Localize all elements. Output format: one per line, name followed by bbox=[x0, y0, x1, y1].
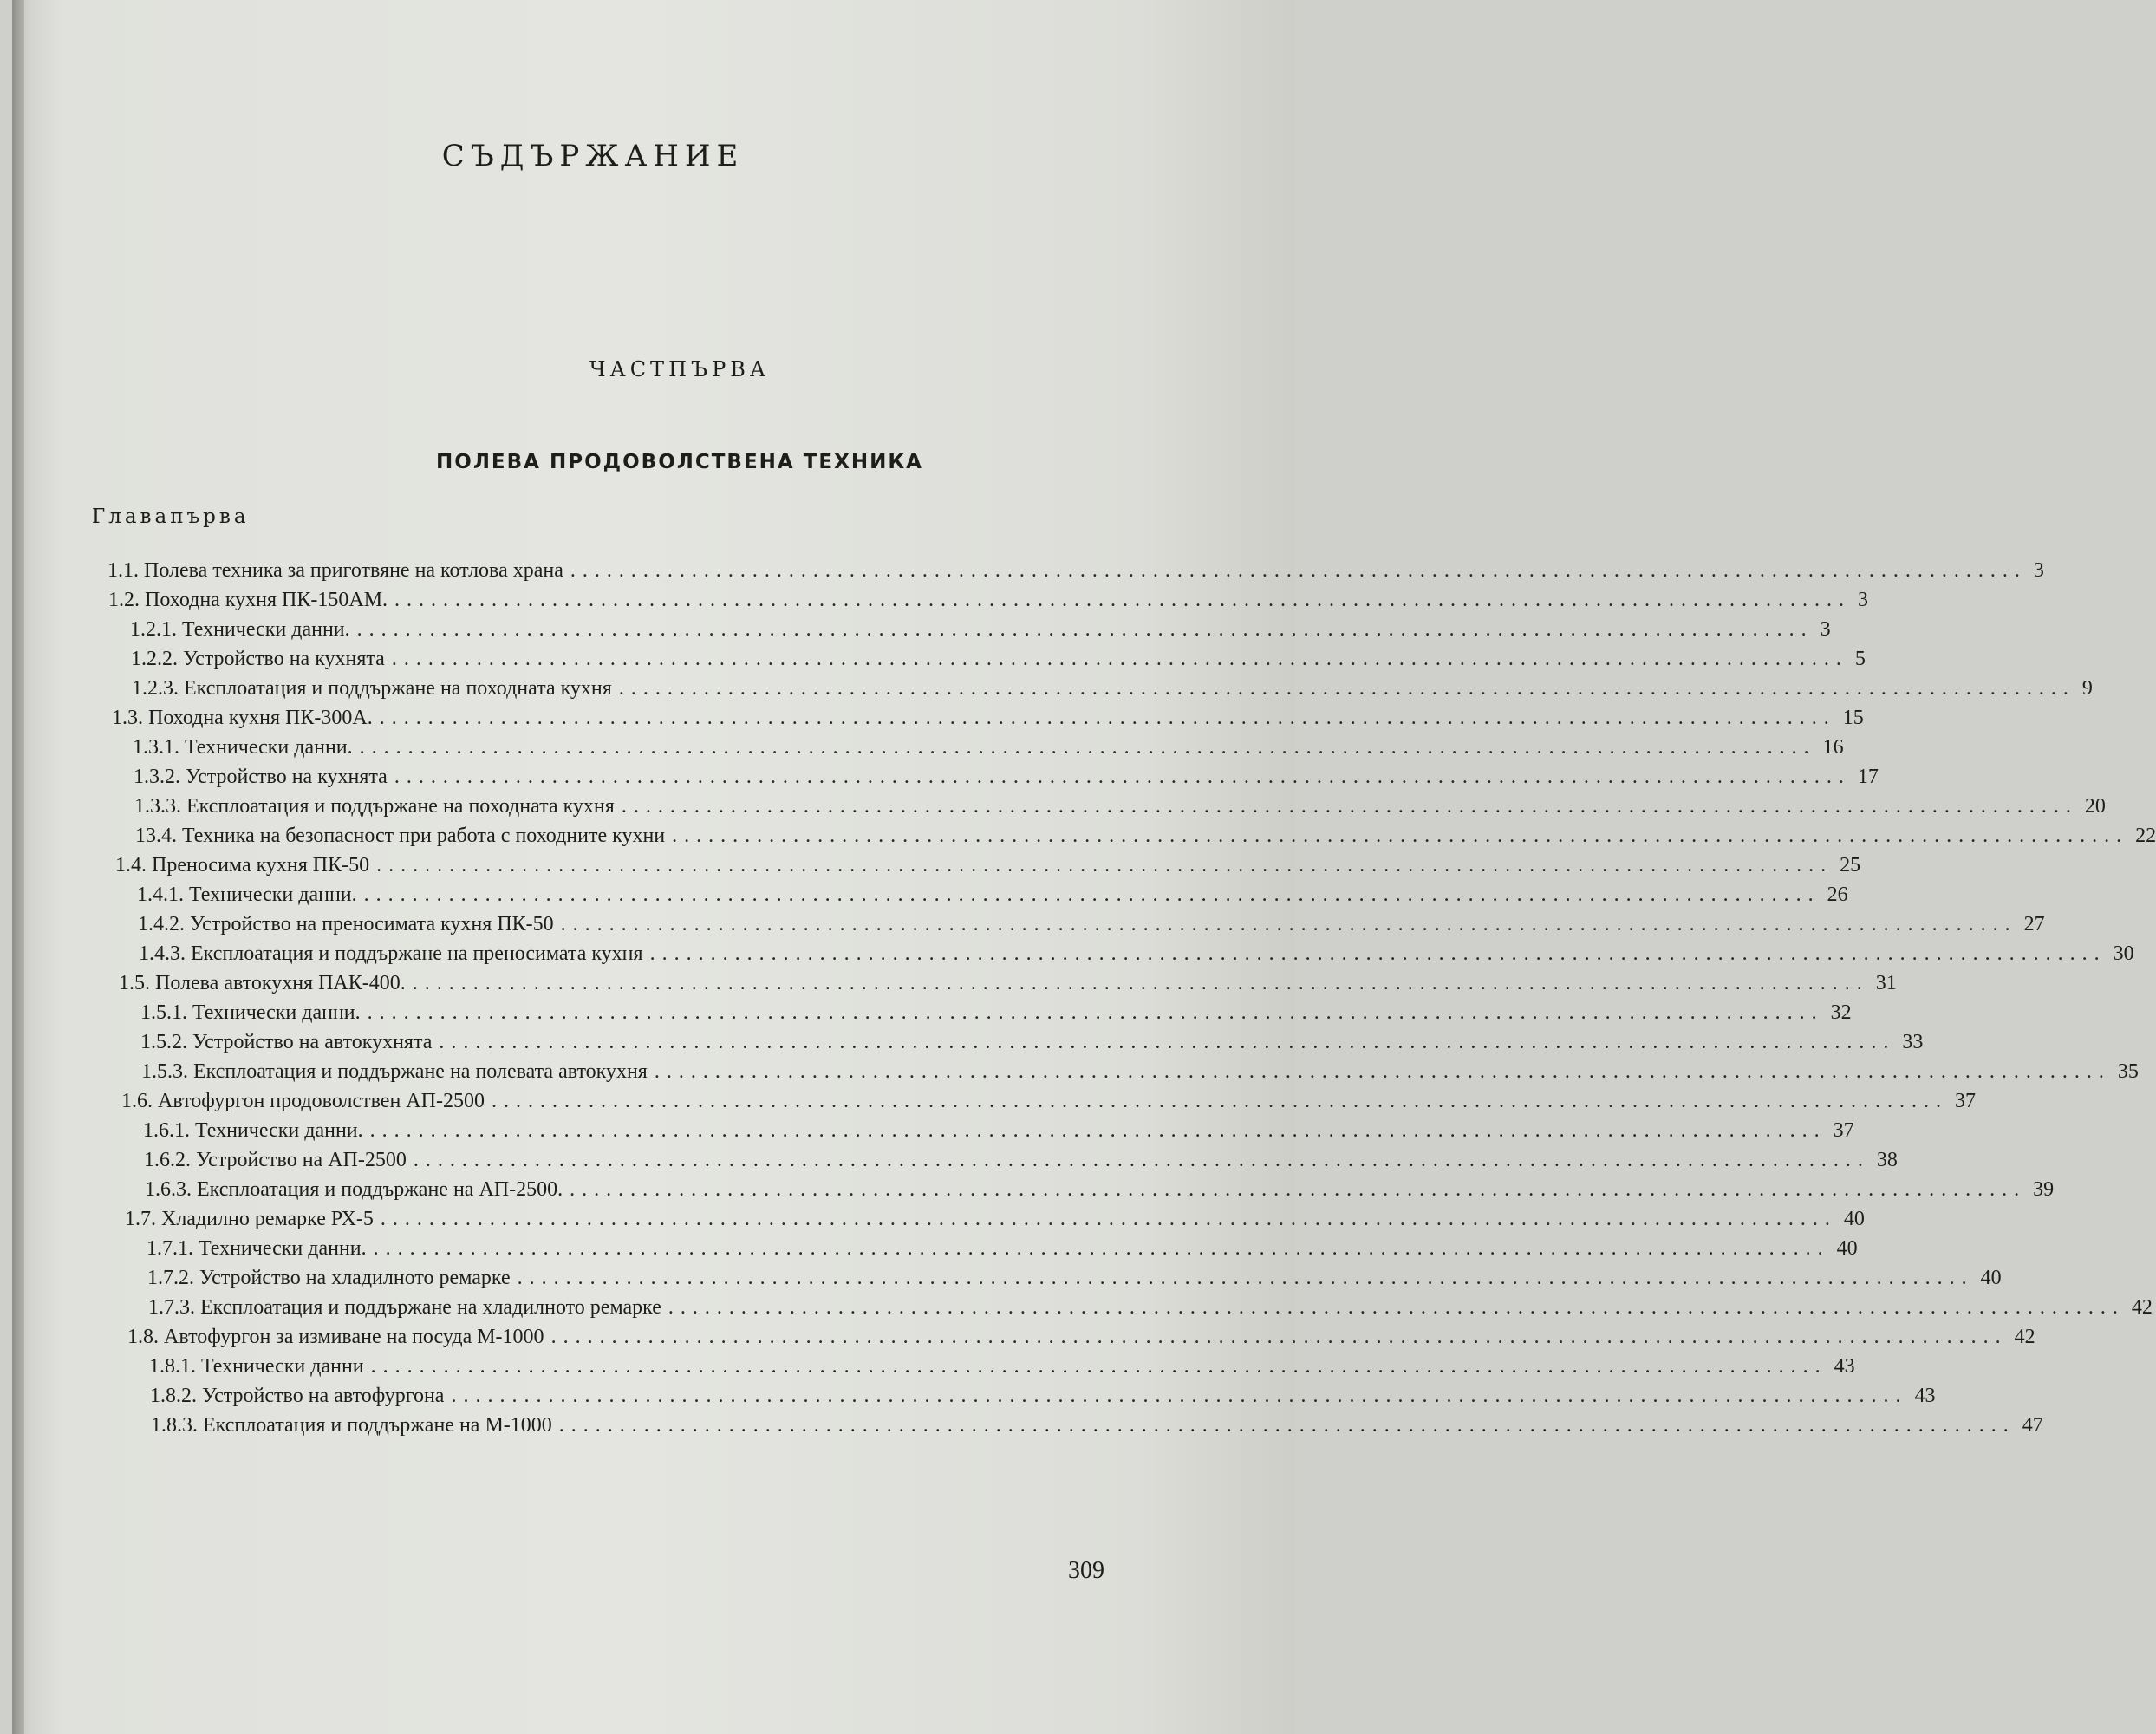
toc-entry-page: 20 bbox=[2084, 795, 2106, 818]
toc-entry-label: 1.5.1. Технически данни. bbox=[140, 1001, 361, 1024]
toc-entry-label: 1.2.2. Устройство на кухнята bbox=[131, 648, 385, 670]
toc-entry bbox=[144, 1149, 1898, 1175]
toc-entry-page: 40 bbox=[1836, 1237, 1858, 1260]
toc-entry bbox=[149, 1355, 1855, 1381]
toc-entry-page: 3 bbox=[2033, 559, 2044, 582]
dot-leader: ........................................................................................................................ bbox=[668, 1296, 2125, 1319]
toc-entry-label: 1.6.3. Експлоатация и поддържане на АП-2500. bbox=[145, 1178, 563, 1201]
toc-entry bbox=[143, 1119, 1854, 1145]
toc-entry-page: 31 bbox=[1875, 972, 1897, 994]
toc-entry-page: 43 bbox=[1834, 1355, 1855, 1378]
dot-leader: ........................................................................................................................ bbox=[654, 1060, 2111, 1083]
part-heading: ЧАСТПЪРВА bbox=[589, 357, 771, 381]
toc-entry bbox=[127, 1326, 2035, 1352]
toc-entry-page: 27 bbox=[2023, 913, 2045, 935]
dot-leader: ........................................................................................................................ bbox=[649, 942, 2107, 965]
dot-leader: ........................................................................................................................ bbox=[570, 559, 2027, 582]
toc-entry-label: 1.2.3. Експлоатация и поддържане на походната кухня bbox=[132, 677, 612, 700]
dot-leader: ........................................................................................................................ bbox=[560, 913, 2017, 935]
toc-entry-page: 37 bbox=[1954, 1090, 1976, 1112]
page-number: 309 bbox=[1068, 1557, 1104, 1584]
toc-entry bbox=[147, 1267, 2002, 1293]
toc-entry-label: 1.3.3. Експлоатация и поддържане на походната кухня bbox=[134, 795, 615, 818]
toc-entry-page: 9 bbox=[2081, 677, 2093, 700]
toc-entry bbox=[135, 825, 2156, 851]
toc-entry-page: 38 bbox=[1876, 1149, 1898, 1171]
dot-leader: ........................................................................................................................ bbox=[369, 1119, 1827, 1142]
section-heading: ПОЛЕВА ПРОДОВОЛСТВЕНА ТЕХНИКА bbox=[436, 451, 923, 473]
toc-entry-label: 1.2.1. Технически данни. bbox=[130, 618, 350, 641]
toc-entry-page: 17 bbox=[1857, 766, 1879, 788]
dot-leader: ........................................................................................................................ bbox=[413, 1149, 1870, 1171]
toc-entry-label: 1.8. Автофургон за измиване на посуда М-1000 bbox=[127, 1326, 544, 1348]
book-page bbox=[12, 0, 2156, 1734]
toc-entry-label: 1.4.2. Устройство на преносимата кухня ПК-50 bbox=[138, 913, 554, 935]
toc-entry bbox=[134, 795, 2106, 821]
toc-entry-page: 32 bbox=[1830, 1001, 1852, 1024]
toc-entry-label: 1.4.1. Технически данни. bbox=[137, 883, 357, 906]
toc-entry-page: 30 bbox=[2113, 942, 2134, 965]
toc-entry bbox=[119, 972, 1897, 998]
toc-entry-page: 26 bbox=[1827, 883, 1848, 906]
dot-leader: ........................................................................................................................ bbox=[394, 589, 1852, 611]
dot-leader: ........................................................................................................................ bbox=[380, 1208, 1837, 1230]
dot-leader: ........................................................................................................................ bbox=[439, 1031, 1896, 1053]
toc-entry-label: 1.7.1. Технически данни. bbox=[147, 1237, 367, 1260]
toc-entry-label: 1.5.3. Експлоатация и поддържане на полевата автокухня bbox=[141, 1060, 648, 1083]
toc-entry-label: 1.7. Хладилно ремарке РХ-5 bbox=[125, 1208, 374, 1230]
toc-entry-label: 1.6.1. Технически данни. bbox=[143, 1119, 363, 1142]
toc-entry-page: 47 bbox=[2022, 1414, 2043, 1437]
toc-entry bbox=[112, 707, 1864, 733]
dot-leader: ........................................................................................................................ bbox=[356, 618, 1814, 641]
toc-entry-page: 43 bbox=[1914, 1385, 1936, 1407]
dot-leader: ........................................................................................................................ bbox=[370, 1355, 1827, 1378]
toc-entry bbox=[130, 618, 1831, 644]
toc-entry-page: 15 bbox=[1842, 707, 1864, 729]
toc-entry-label: 1.5.2. Устройство на автокухнята bbox=[140, 1031, 433, 1053]
toc-entry bbox=[132, 677, 2093, 703]
toc-entry-page: 5 bbox=[1854, 648, 1866, 670]
toc-entry-page: 42 bbox=[2131, 1296, 2153, 1319]
toc-entry-page: 42 bbox=[2014, 1326, 2035, 1348]
toc-entry bbox=[148, 1296, 2153, 1322]
toc-entry-page: 25 bbox=[1840, 854, 1861, 877]
toc-entry bbox=[137, 883, 1848, 909]
toc-entry-label: 1.3.1. Технически данни. bbox=[133, 736, 353, 759]
toc-entry bbox=[138, 913, 2045, 939]
dot-leader: ........................................................................................................................ bbox=[412, 972, 1869, 994]
dot-leader: ........................................................................................................................ bbox=[379, 707, 1836, 729]
toc-entry-page: 40 bbox=[1980, 1267, 2002, 1289]
toc-entry-label: 1.7.2. Устройство на хладилното ремарке bbox=[147, 1267, 511, 1289]
toc-entry bbox=[140, 1031, 1924, 1057]
toc-entry-label: 1.6.2. Устройство на АП-2500 bbox=[144, 1149, 407, 1171]
dot-leader: ........................................................................................................................ bbox=[570, 1178, 2027, 1201]
dot-leader: ........................................................................................................................ bbox=[373, 1237, 1830, 1260]
dot-leader: ........................................................................................................................ bbox=[367, 1001, 1824, 1024]
toc-entry-label: 1.2. Походна кухня ПК-150АМ. bbox=[108, 589, 388, 611]
dot-leader: ........................................................................................................................ bbox=[618, 677, 2075, 700]
toc-entry bbox=[108, 589, 1869, 615]
toc-entry-label: 1.3. Походна кухня ПК-300А. bbox=[112, 707, 373, 729]
toc-entry-label: 1.4.3. Експлоатация и поддържане на преносимата кухня bbox=[139, 942, 643, 965]
dot-leader: ........................................................................................................................ bbox=[672, 825, 2129, 847]
toc-entry-page: 40 bbox=[1843, 1208, 1865, 1230]
toc-entry bbox=[134, 766, 1879, 792]
toc-entry-label: 1.8.3. Експлоатация и поддържане на М-1000 bbox=[151, 1414, 552, 1437]
dot-leader: ........................................................................................................................ bbox=[451, 1385, 1908, 1407]
page-title: СЪДЪРЖАНИЕ bbox=[441, 139, 745, 173]
toc-entry-page: 16 bbox=[1822, 736, 1844, 759]
toc-entry bbox=[115, 854, 1861, 880]
dot-leader: ........................................................................................................................ bbox=[517, 1267, 1974, 1289]
dot-leader: ........................................................................................................................ bbox=[359, 736, 1816, 759]
toc-entry bbox=[151, 1414, 2043, 1440]
toc-entry-label: 1.8.2. Устройство на автофургона bbox=[150, 1385, 445, 1407]
toc-entry-label: 13.4. Техника на безопасност при работа с походните кухни bbox=[135, 825, 666, 847]
toc-entry bbox=[140, 1001, 1852, 1027]
toc-entry-page: 22 bbox=[2135, 825, 2156, 847]
toc-entry bbox=[121, 1090, 1976, 1116]
toc-entry-label: 1.8.1. Технически данни bbox=[149, 1355, 364, 1378]
toc-entry-page: 37 bbox=[1833, 1119, 1854, 1142]
chapter-heading: Главапърва bbox=[92, 505, 250, 528]
toc-entry bbox=[147, 1237, 1858, 1263]
dot-leader: ........................................................................................................................ bbox=[558, 1414, 2016, 1437]
toc-entry-label: 1.1. Полева техника за приготвяне на котлова храна bbox=[107, 559, 563, 582]
toc-entry-label: 1.3.2. Устройство на кухнята bbox=[134, 766, 388, 788]
toc-entry-page: 3 bbox=[1820, 618, 1831, 641]
toc-entry-page: 3 bbox=[1858, 589, 1869, 611]
dot-leader: ........................................................................................................................ bbox=[491, 1090, 1948, 1112]
toc-entry bbox=[125, 1208, 1865, 1234]
toc-entry bbox=[145, 1178, 2055, 1204]
toc-entry bbox=[139, 942, 2134, 968]
toc-entry bbox=[107, 559, 2044, 585]
dot-leader: ........................................................................................................................ bbox=[391, 648, 1848, 670]
toc-entry bbox=[150, 1385, 1936, 1411]
toc-entry-label: 1.5. Полева автокухня ПАК-400. bbox=[119, 972, 406, 994]
dot-leader: ........................................................................................................................ bbox=[394, 766, 1851, 788]
dot-leader: ........................................................................................................................ bbox=[621, 795, 2078, 818]
dot-leader: ........................................................................................................................ bbox=[376, 854, 1834, 877]
dot-leader: ........................................................................................................................ bbox=[550, 1326, 2008, 1348]
toc-entry-page: 33 bbox=[1902, 1031, 1924, 1053]
toc-entry-label: 1.4. Преносима кухня ПК-50 bbox=[115, 854, 370, 877]
dot-leader: ........................................................................................................................ bbox=[363, 883, 1821, 906]
toc-entry-page: 35 bbox=[2117, 1060, 2139, 1083]
toc-entry-label: 1.6. Автофургон продоволствен АП-2500 bbox=[121, 1090, 485, 1112]
toc-entry bbox=[131, 648, 1866, 674]
toc-entry bbox=[133, 736, 1844, 762]
toc-entry-label: 1.7.3. Експлоатация и поддържане на хладилното ремарке bbox=[148, 1296, 661, 1319]
toc-entry-page: 39 bbox=[2033, 1178, 2055, 1201]
table-of-contents bbox=[12, 0, 2156, 1474]
toc-entry bbox=[141, 1060, 2139, 1086]
